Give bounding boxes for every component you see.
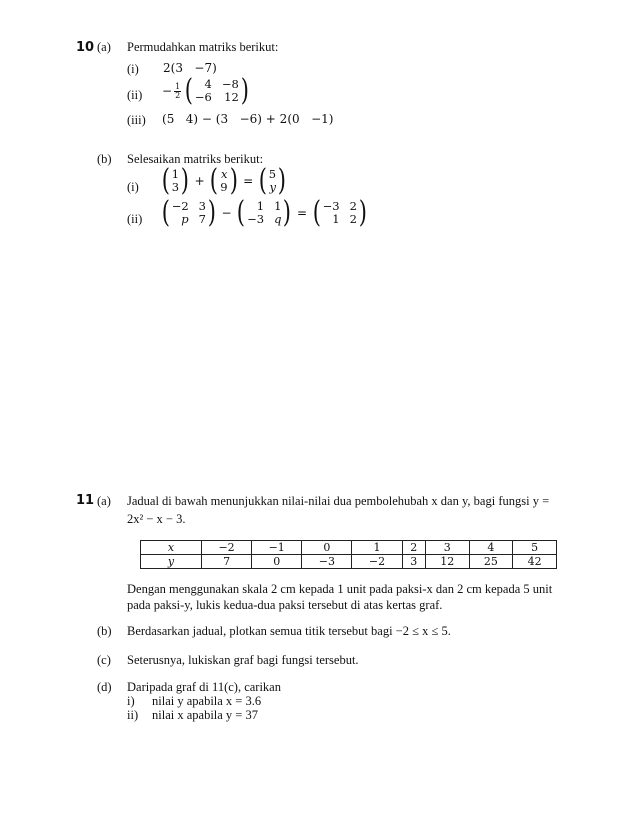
q10a-i-expression: 2(3 −7) xyxy=(163,61,217,75)
q11d-item-ii-label: ii) xyxy=(127,708,139,722)
table-header-x: x xyxy=(141,541,202,555)
q10b-text: Selesaikan matriks berikut: xyxy=(127,152,264,166)
table-cell: −1 xyxy=(252,541,302,555)
question-number-11: 11 xyxy=(76,493,95,508)
q10a-text: Permudahkan matriks berikut: xyxy=(127,40,279,54)
q11a-label: (a) xyxy=(97,494,111,508)
table-cell: 1 xyxy=(352,541,402,555)
entry: −7 xyxy=(194,61,213,75)
column-vector: 5 y xyxy=(268,167,277,194)
scalar: 2 xyxy=(163,61,171,75)
q11b-text: Berdasarkan jadual, plotkan semua titik tersebut bagi −2 ≤ x ≤ 5. xyxy=(127,624,451,638)
q10a-ii-label: (ii) xyxy=(127,88,143,102)
entry: 3 xyxy=(175,61,183,75)
q10a-iii-label: (iii) xyxy=(127,113,146,127)
question-number-10: 10 xyxy=(76,40,95,55)
table-cell: 12 xyxy=(425,555,469,569)
fraction-half: $\frac{1}{2}$ xyxy=(175,81,181,100)
minus-sign: − xyxy=(162,84,173,98)
q11a-line2: 2x² − x − 3. xyxy=(127,512,186,526)
table-cell: 42 xyxy=(513,555,557,569)
q10b-i-expression: ( 1 3 ) + ( x 9 ) = ( 5 y ) xyxy=(161,163,286,198)
q10b-ii-expression: ( −2 3 p 7 ) − ( 1 1 −3 q ) = ( −3 2 1 2 ) xyxy=(161,195,367,230)
matrix-2x2: 4 −8 −6 12 xyxy=(194,77,239,104)
table-cell: 5 xyxy=(513,541,557,555)
q11a-after-line2: pada paksi-y, lukis kedua-dua paksi tersebut di atas kertas graf. xyxy=(127,598,443,612)
matrix-2x2: −2 3 p 7 xyxy=(171,199,206,226)
table-cell: 25 xyxy=(469,555,513,569)
q10b-i-label: (i) xyxy=(127,180,139,194)
table-row xyxy=(141,555,557,569)
table-cell: −2 xyxy=(352,555,402,569)
q11d-item-i-text: nilai y apabila x = 3.6 xyxy=(152,694,262,708)
table-cell: 2 xyxy=(402,541,425,555)
q10b-ii-label: (ii) xyxy=(127,212,143,226)
table-cell: 4 xyxy=(469,541,513,555)
q10a-i-label: (i) xyxy=(127,62,139,76)
q10a-iii-expression: (5 4) − (3 −6) + 2(0 −1) xyxy=(162,112,334,126)
q11c-text: Seterusnya, lukiskan graf bagi fungsi tersebut. xyxy=(127,653,359,667)
q10a-label: (a) xyxy=(97,40,111,54)
table-cell: 0 xyxy=(252,555,302,569)
table-header-y: y xyxy=(141,555,202,569)
matrix-2x2: −3 2 1 2 xyxy=(322,199,357,226)
table-cell: 3 xyxy=(402,555,425,569)
matrix-2x2: 1 1 −3 q xyxy=(247,199,282,226)
q10b-label: (b) xyxy=(97,152,112,166)
q11b-label: (b) xyxy=(97,624,112,638)
data-table xyxy=(140,540,557,569)
table-cell: 0 xyxy=(302,541,352,555)
column-vector: 1 3 xyxy=(171,167,180,194)
q11d-text: Daripada graf di 11(c), carikan xyxy=(127,680,281,694)
table-cell: 3 xyxy=(425,541,469,555)
table-cell: −2 xyxy=(202,541,252,555)
table-row xyxy=(141,541,557,555)
q11d-item-ii-text: nilai x apabila y = 37 xyxy=(152,708,258,722)
q11d-label: (d) xyxy=(97,680,112,694)
q11d-item-i-label: i) xyxy=(127,694,135,708)
q11a-line1: Jadual di bawah menunjukkan nilai-nilai dua pembolehubah x dan y, bagi fungsi y = xyxy=(127,494,550,508)
table-cell: −3 xyxy=(302,555,352,569)
q10a-ii-expression: − $\frac{1}{2}$ ( 4 −8 −6 12 ) xyxy=(162,73,249,108)
table-cell: 7 xyxy=(202,555,252,569)
q11c-label: (c) xyxy=(97,653,111,667)
q11a-after-line1: Dengan menggunakan skala 2 cm kepada 1 unit pada paksi-x dan 2 cm kepada 5 unit xyxy=(127,582,553,596)
column-vector: x 9 xyxy=(220,167,228,194)
